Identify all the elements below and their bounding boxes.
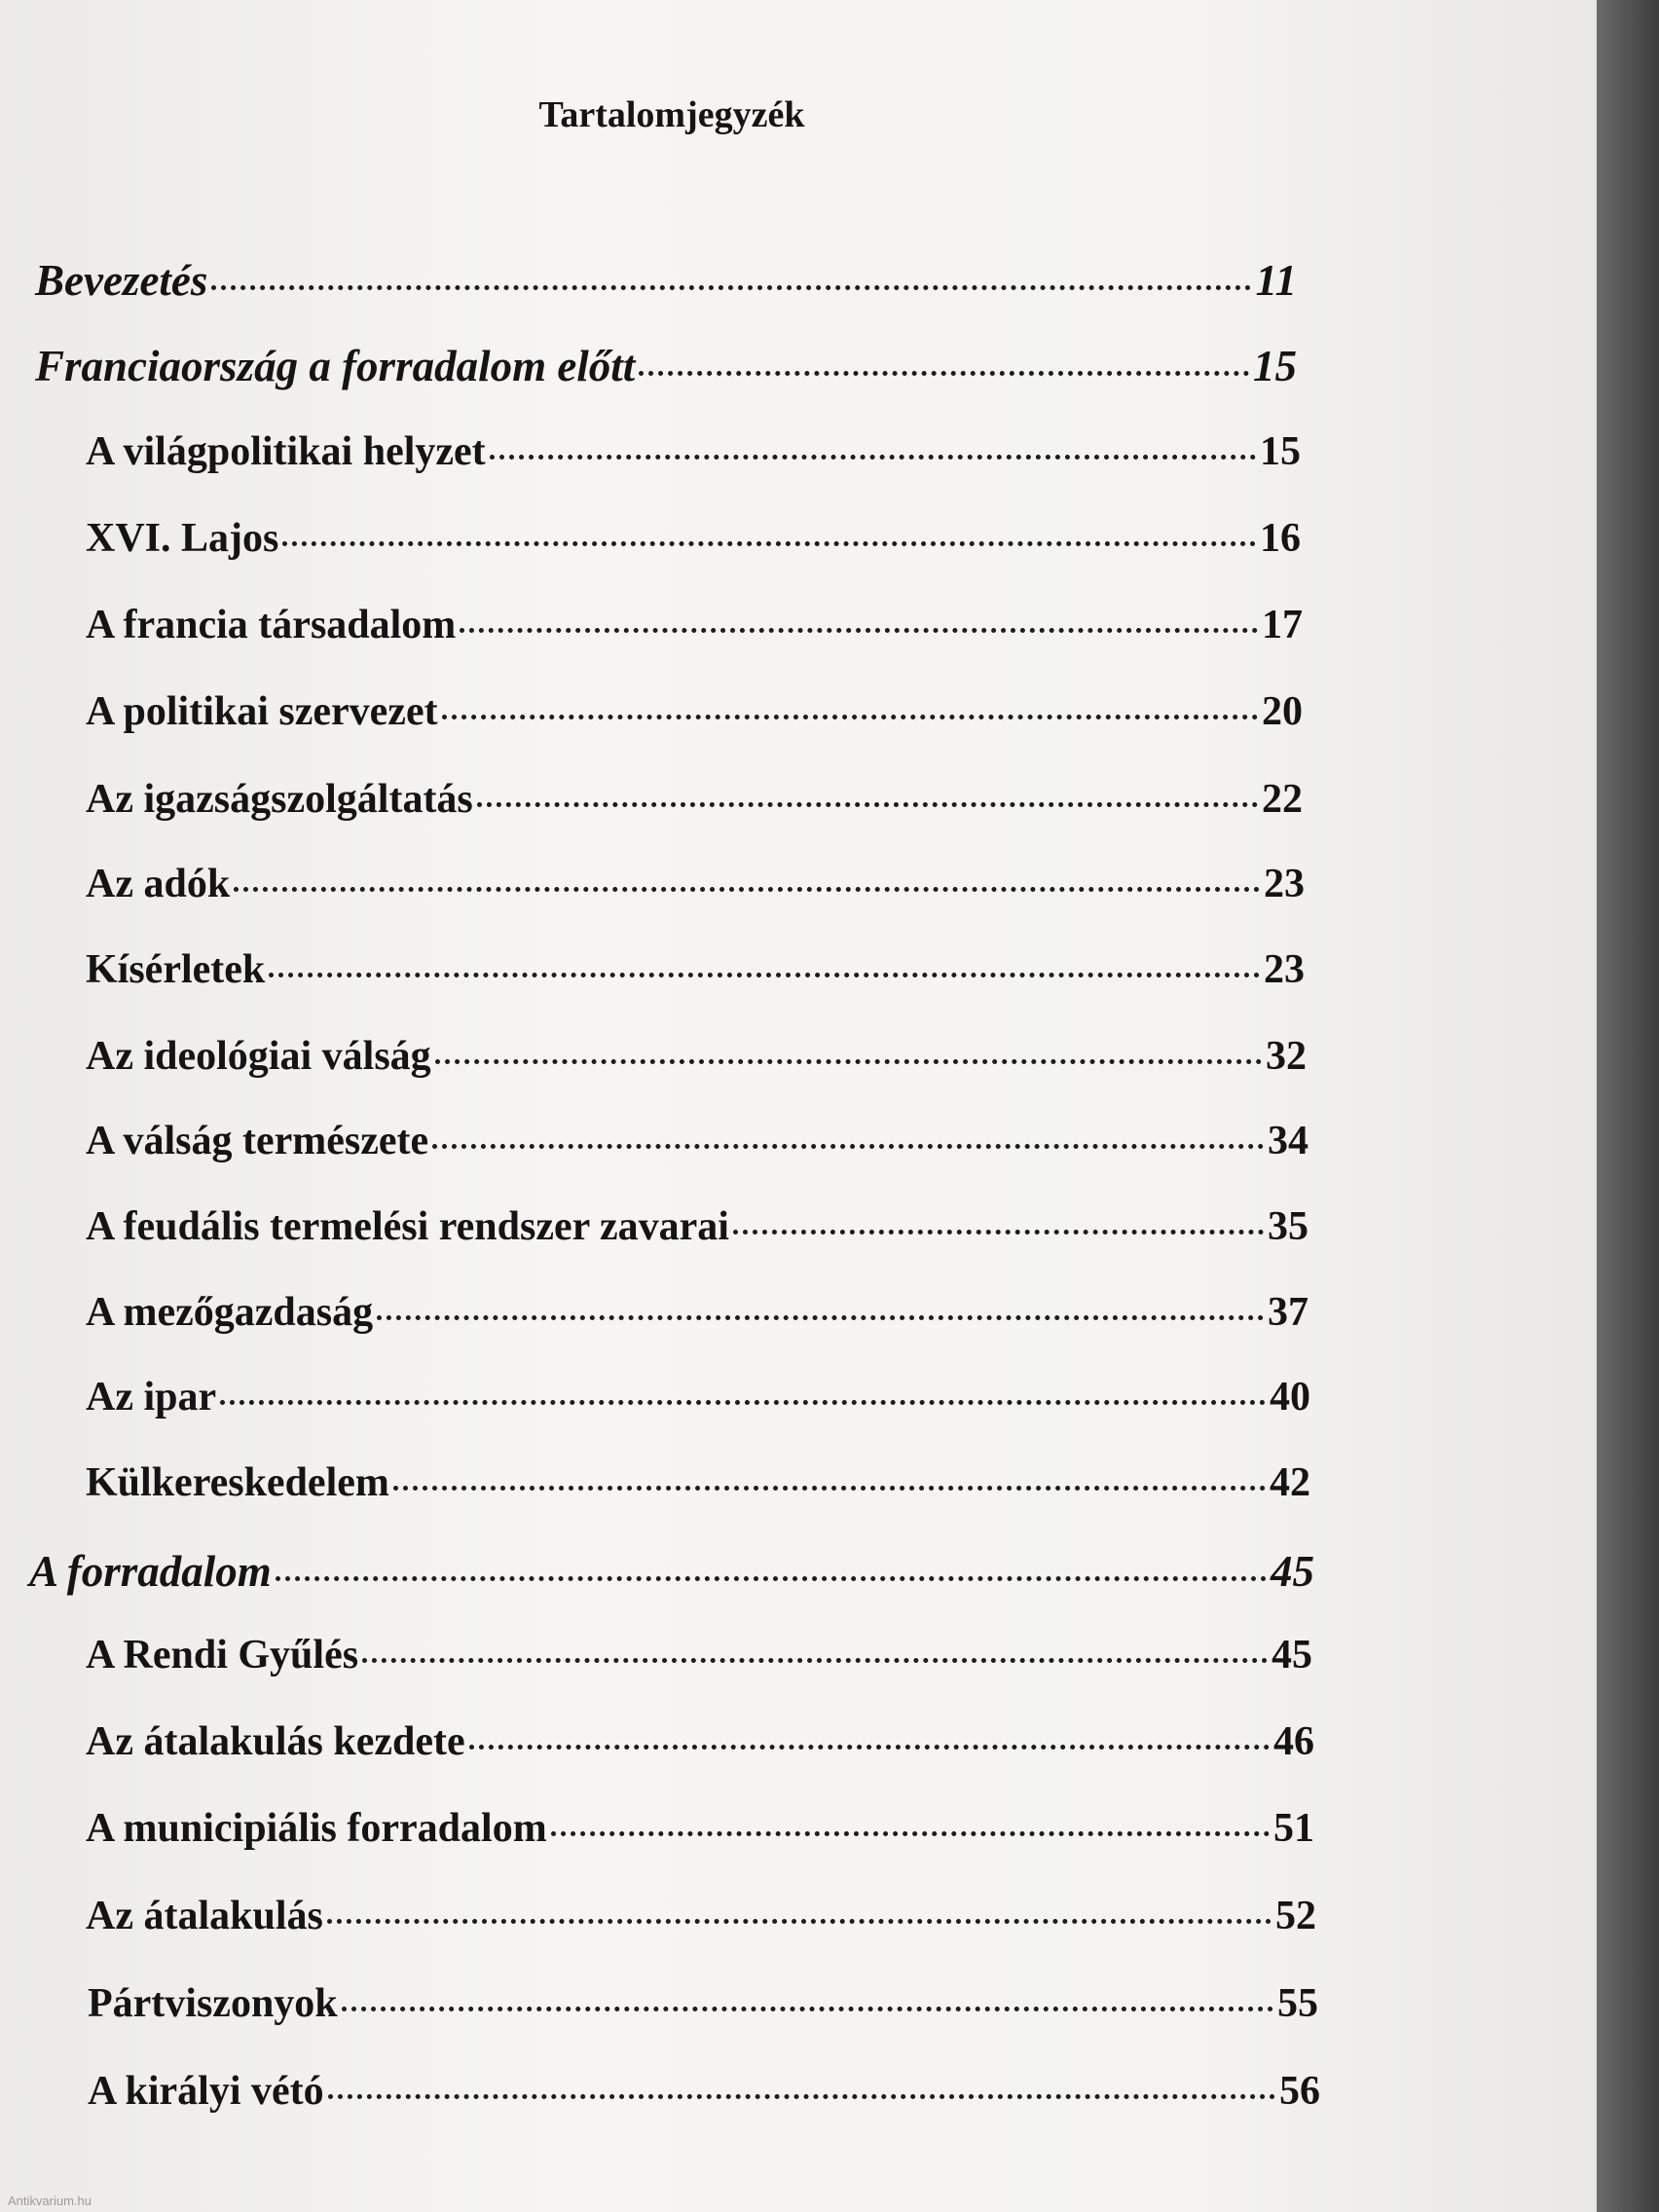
toc-entry [86,515,1301,573]
toc-entry [86,1118,1309,1176]
toc-entry-page: 46 [1273,1719,1314,1764]
toc-entry-page: 45 [1272,1633,1312,1677]
toc-dot-leader [276,1576,1267,1581]
toc-dot-leader [435,1059,1262,1064]
toc-entry-title: Az átalakulás kezdete [86,1719,465,1764]
toc-entry [86,1632,1312,1690]
toc-entry [88,1980,1318,2039]
toc-dot-leader [327,1919,1272,1924]
toc-entry-title: A politikai szervezet [86,689,438,734]
page-edge-shadow [1597,0,1659,2212]
toc-entry-page: 55 [1277,1981,1318,2026]
toc-entry [35,341,1297,399]
toc-entry-title: A királyi vétó [88,2069,324,2114]
toc-entry-title: A forradalom [29,1547,272,1596]
toc-entry [86,428,1301,487]
toc-entry-page: 23 [1264,862,1305,906]
toc-dot-leader [477,802,1258,807]
toc-entry-page: 42 [1270,1460,1310,1505]
toc-entry-title: Az ideológiai válság [86,1034,431,1079]
toc-entry-page: 51 [1273,1806,1314,1851]
toc-entry-page: 17 [1262,603,1303,647]
toc-dot-leader [442,715,1258,719]
toc-entry-title: Kísérletek [86,947,266,992]
toc-dot-leader [282,541,1256,546]
toc-entry [86,861,1305,919]
toc-entry-page: 23 [1264,947,1305,992]
toc-entry [35,255,1297,313]
toc-dot-leader [269,973,1260,977]
toc-entry [86,946,1305,1005]
toc-entry-title: A mezőgazdaság [86,1290,374,1335]
toc-entry-page: 22 [1262,777,1303,822]
toc-entry-page: 37 [1268,1290,1309,1335]
toc-entry [86,1033,1307,1091]
toc-entry-page: 20 [1262,689,1303,734]
toc-entry-title: Az adók [86,862,231,906]
toc-dot-leader [328,2094,1275,2099]
toc-entry-title: A világpolitikai helyzet [86,429,486,474]
toc-entry-page: 16 [1260,516,1301,561]
toc-entry-title: A francia társadalom [86,603,457,647]
toc-dot-leader [551,1831,1270,1836]
toc-entry-page: 11 [1255,256,1297,305]
toc-entry [86,1459,1310,1518]
toc-entry-title: Külkereskedelem [86,1460,389,1505]
toc-entry [86,1893,1316,1951]
watermark: Antikvarium.hu [8,2194,92,2208]
toc-entry-title: A municipiális forradalom [86,1806,547,1851]
toc-dot-leader [393,1486,1266,1491]
toc-entry-page: 40 [1270,1375,1310,1419]
toc-entry-title: Franciaország a forradalom előtt [35,342,636,390]
toc-entry-page: 52 [1275,1894,1316,1938]
toc-entry [86,1289,1309,1347]
toc-entry-title: A válság természete [86,1119,429,1163]
toc-entry-page: 15 [1260,429,1301,474]
toc-dot-leader [342,2007,1273,2011]
toc-dot-leader [490,455,1256,460]
toc-entry [88,2068,1320,2126]
toc-entry-page: 35 [1268,1204,1309,1249]
toc-dot-leader [211,285,1251,290]
toc-entry [86,1374,1310,1432]
toc-entry [86,1805,1314,1863]
toc-entry-page: 32 [1266,1034,1307,1079]
toc-entry [86,1718,1314,1777]
toc-dot-leader [362,1658,1268,1663]
toc-entry-page: 34 [1268,1119,1309,1163]
toc-dot-leader [639,371,1249,376]
toc-entry-title: A Rendi Gyűlés [86,1633,359,1677]
toc-dot-leader [469,1745,1270,1750]
toc-entry [86,688,1303,747]
toc-dot-leader [220,1400,1266,1405]
toc-entry-title: Az átalakulás [86,1894,323,1938]
toc-entry-title: Az ipar [86,1375,217,1419]
toc-entry [86,776,1303,834]
toc-dot-leader [234,887,1260,892]
toc-entry-page: 56 [1279,2069,1320,2114]
toc-entry [29,1546,1314,1604]
toc-entry-title: Pártviszonyok [88,1981,338,2026]
toc-dot-leader [432,1144,1264,1149]
toc-dot-leader [460,628,1258,633]
toc-entry-title: XVI. Lajos [86,516,279,561]
toc-entry [86,1203,1309,1262]
toc-entry-title: A feudális termelési rendszer zavarai [86,1204,729,1249]
toc-entry [86,602,1303,660]
toc-dot-leader [377,1315,1264,1320]
toc-dot-leader [733,1230,1264,1235]
toc-entry-title: Az igazságszolgáltatás [86,777,473,822]
page-title: Tartalomjegyzék [538,94,805,135]
toc-entry-title: Bevezetés [35,256,208,305]
toc-entry-page: 15 [1253,342,1297,390]
toc-entry-page: 45 [1271,1547,1314,1596]
